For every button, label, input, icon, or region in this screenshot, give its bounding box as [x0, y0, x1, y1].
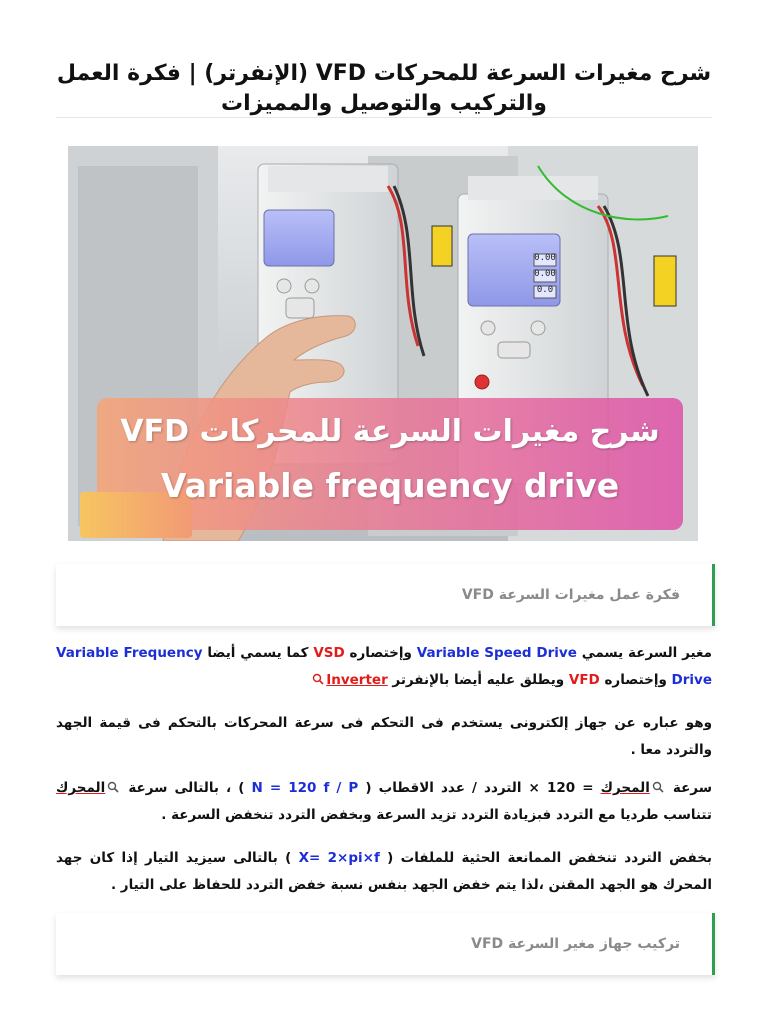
hero-image — [68, 146, 698, 541]
section-heading-how-it-works[interactable] — [56, 564, 715, 626]
paragraph-definition — [56, 640, 712, 694]
section-heading-label: فكرة عمل مغيرات السرعة VFD — [461, 587, 680, 603]
hero-caption-arabic: شرح مغيرات السرعة للمحركات VFD — [120, 414, 660, 449]
term-variable-speed-drive: Variable Speed Drive — [416, 645, 577, 661]
motor-link-2[interactable]: المحرك — [56, 780, 106, 796]
text-run: بخفض التردد تنخفض الممانعة الحثية للملفات ( — [379, 850, 712, 866]
lcd-reading-2: 0.00 — [534, 269, 556, 279]
search-icon — [312, 673, 324, 685]
lcd-reading-3: 0.0 — [536, 285, 554, 295]
hero-caption-english: Variable frequency drive — [160, 466, 620, 505]
text-run: وإختصاره — [599, 672, 672, 688]
search-icon — [107, 781, 119, 793]
text-run: ) ، بالتالى سرعة — [121, 780, 252, 796]
text-run: كما يسمي أيضا — [202, 645, 314, 661]
reactance-formula: X= 2×pi×f — [298, 850, 380, 866]
text-run: سرعة — [665, 780, 712, 796]
text-run: وإختصاره — [344, 645, 417, 661]
text-run: ويطلق عليه أيضا بالإنفرتر — [387, 672, 569, 688]
search-icon — [652, 781, 664, 793]
term-variable-frequency-drive: Variable Frequency Drive — [56, 645, 712, 688]
term-vfd: VFD — [568, 672, 600, 688]
article-title: شرح مغيرات السرعة للمحركات VFD (الإنفرتر) | فكرة العمل والتركيب والتوصيل والمميزات — [56, 60, 712, 116]
paragraph-reactance — [56, 845, 712, 899]
motor-link-1[interactable]: المحرك — [600, 780, 650, 796]
paragraph-speed-formula — [56, 775, 712, 829]
speed-formula: N = 120 f / P — [251, 780, 359, 796]
section-heading-installation[interactable] — [56, 913, 715, 975]
text-run: مغير السرعة يسمي — [576, 645, 712, 661]
term-vsd: VSD — [313, 645, 345, 661]
paragraph-description: وهو عباره عن جهاز إلكترونى يستخدم فى التحكم فى سرعة المحركات بالتحكم فى قيمة الجهد والتردد معا . — [56, 715, 712, 758]
text-run: ) بالتالى سيزيد التيار إذا كان جهد المحرك هو الجهد المقنن ،لذا يتم خفض الجهد بنفس نسبة خفض التردد للحفاظ على التيار . — [56, 850, 712, 893]
lcd-reading-1: 0.00 — [534, 253, 556, 263]
text-run: تتناسب طرديا مع التردد فبزيادة التردد تزيد السرعة وبخفض التردد تنخفض السرعة . — [161, 807, 712, 823]
inverter-link[interactable]: Inverter — [326, 672, 388, 688]
text-run: = 120 × التردد / عدد الاقطاب ( — [358, 780, 601, 796]
title-divider — [56, 117, 712, 118]
section-heading-label: تركيب جهاز مغير السرعة VFD — [471, 936, 680, 952]
